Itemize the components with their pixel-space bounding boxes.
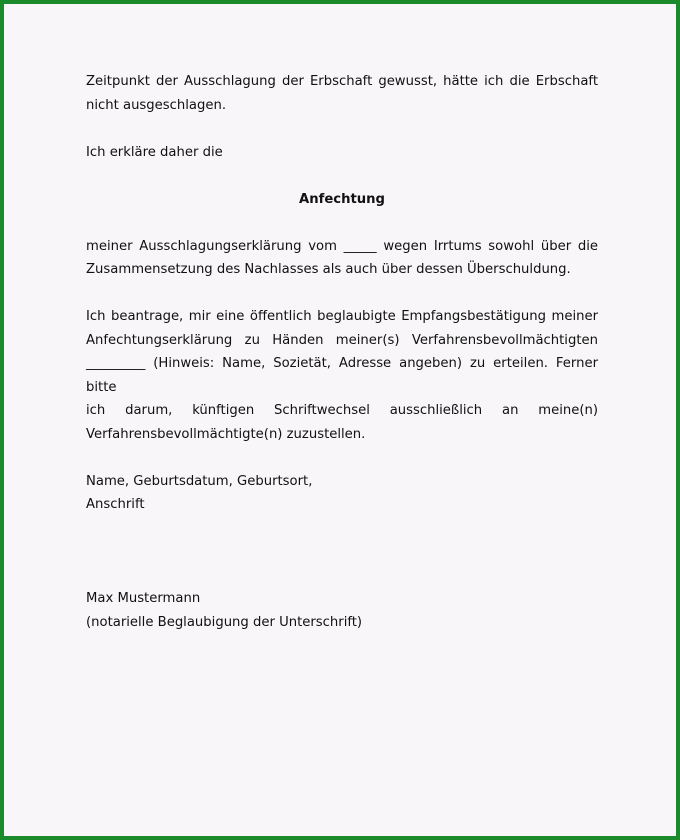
paragraph-line: Zusammensetzung des Nachlasses als auch über dessen Überschuldung. xyxy=(86,262,571,277)
signature-block xyxy=(86,587,598,634)
sender-line: Name, Geburtsdatum, Geburtsort, xyxy=(86,473,313,489)
sender-line: Anschrift xyxy=(86,497,145,512)
signature-spacer xyxy=(86,540,598,587)
paragraph-challenge xyxy=(86,235,598,282)
signature-name: Max Mustermann xyxy=(86,591,201,606)
paragraph-intro xyxy=(86,70,598,117)
letter-body xyxy=(86,70,598,658)
sender-details xyxy=(86,470,598,517)
paragraph-line: _________ (Hinweis: Name, Sozietät, Adresse angeben) zu erteilen. Ferner bitte xyxy=(86,356,598,395)
paragraph-line: Anfechtungserklärung zu Händen meiner(s) Verfahrensbevollmächtigten xyxy=(86,332,598,348)
signature-note: (notarielle Beglaubigung der Unterschrift) xyxy=(86,614,363,630)
paragraph-line: Zeitpunkt der Ausschlagung der Erbschaft gewusst, hätte ich die Erbschaft xyxy=(86,74,598,89)
paragraph-line: nicht ausgeschlagen. xyxy=(86,97,227,113)
paragraph-line: Verfahrensbevollmächtigte(n) zuzustellen. xyxy=(86,426,366,442)
section-heading: Anfechtung xyxy=(298,191,385,207)
paragraph-line: Ich erkläre daher die xyxy=(86,144,223,160)
paragraph-line: ich darum, künftigen Schriftwechsel ausschließlich an meine(n) xyxy=(86,403,598,418)
paragraph-line: meiner Ausschlagungserklärung vom _____ wegen Irrtums sowohl über die xyxy=(86,238,598,254)
paragraph-request xyxy=(86,305,598,446)
paragraph-declaration xyxy=(86,141,598,165)
paragraph-line: Ich beantrage, mir eine öffentlich beglaubigte Empfangsbestätigung meiner xyxy=(86,309,598,324)
